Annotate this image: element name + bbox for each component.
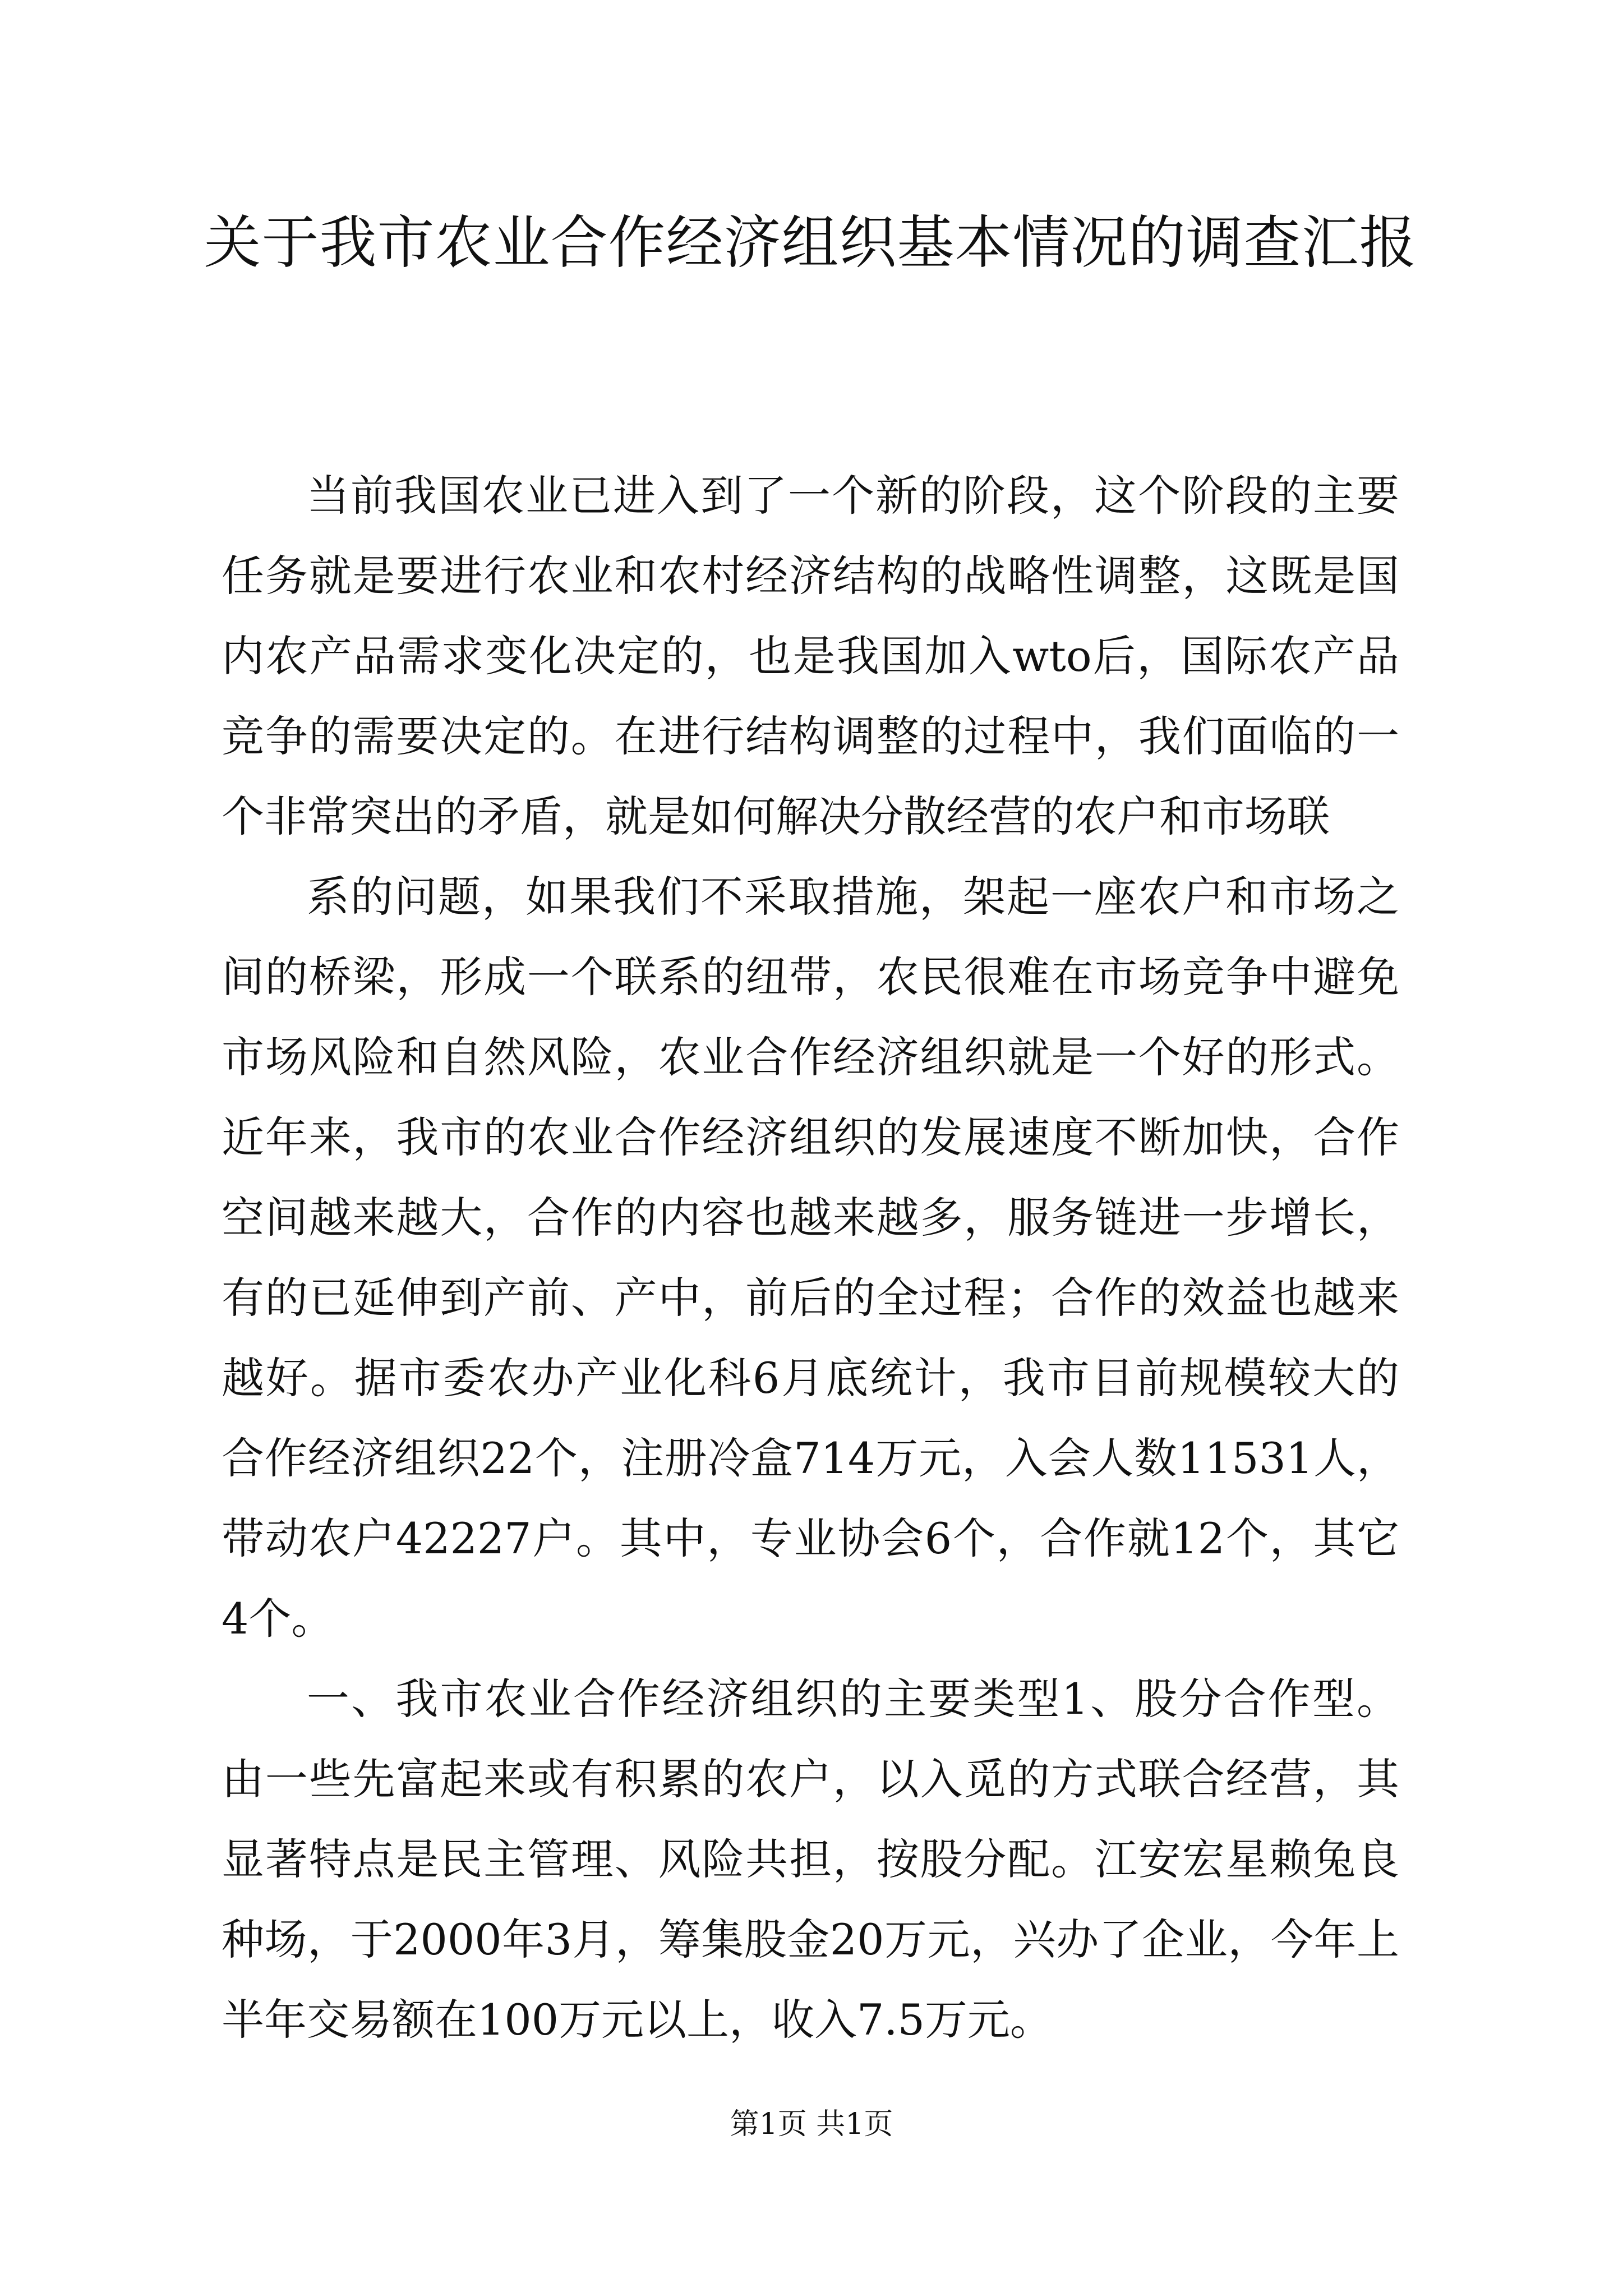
document-title: 关于我市农业合作经济组织基本情况的调查汇报	[204, 210, 1417, 277]
document-body	[222, 455, 1399, 2060]
paragraph-intro: 当前我国农业已进入到了一个新的阶段，这个阶段的主要任务就是要进行农业和农村经济结构的战略性调整，这既是国内农产品需求变化决定的，也是我国加入wto后，国际农产品竞争的需要决定的。在进行结构调整的过程中，我们面临的一个非常突出的矛盾，就是如何解决分散经营的农户和市场联	[222, 471, 1399, 841]
page-footer: 第1页 共1页	[730, 2108, 893, 2141]
paragraph-overview: 系的问题，如果我们不采取措施，架起一座农户和市场之间的桥梁，形成一个联系的纽带，农民很难在市场竞争中避免市场风险和自然风险，农业合作经济组织就是一个好的形式。近年来，我市的农业合作经济组织的发展速度不断加快，合作空间越来越大，合作的内容也越来越多，服务链进一步增长，有的已延伸到产前、产中，前后的全过程；合作的效益也越来越好。据市委农办产业化科6月底统计，我市目前规模较大的合作经济组织22个，注册冷盒714万元，入会人数11531人，带动农户42227户。其中，专业协会6个，合作就12个，其它4个。	[222, 872, 1399, 1644]
paragraph-types: 一、我市农业合作经济组织的主要类型1、股分合作型。由一些先富起来或有积累的农户，以入觅的方式联合经营，其显著特点是民主管理、风险共担，按股分配。江安宏星赖兔良种场，于2000年3月，筹集股金20万元，兴办了企业，今年上半年交易额在100万元以上，收入7.5万元。	[222, 1674, 1399, 2045]
